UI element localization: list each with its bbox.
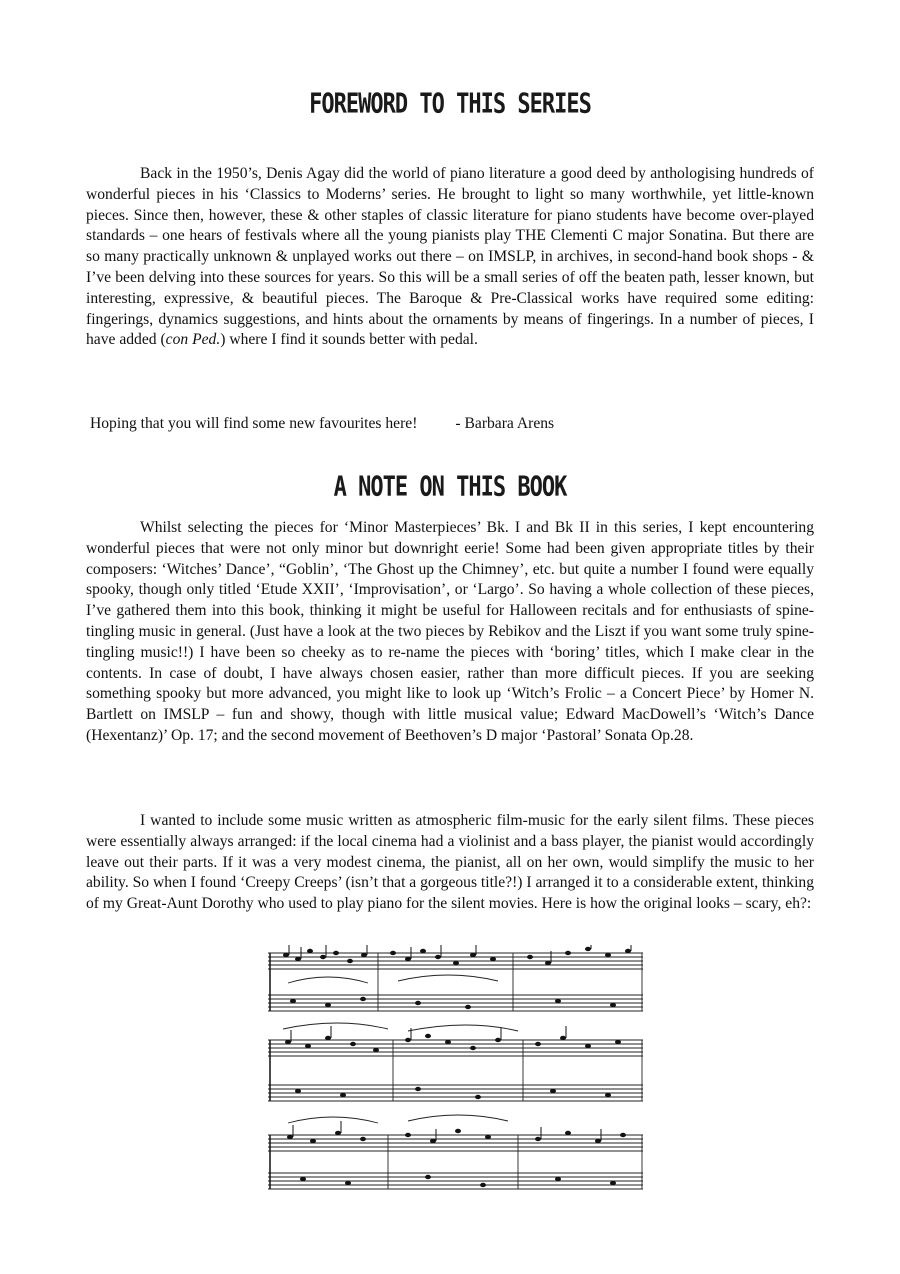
- foreword-paragraph-italic: con Ped.: [165, 331, 221, 349]
- closing-line: [90, 415, 554, 433]
- foreword-heading: FOREWORD TO THIS SERIES: [309, 88, 591, 121]
- note-paragraph-2: I wanted to include some music written as atmospheric film-music for the early silent films. These pieces were essentially always arranged: if the local cinema had a violinist and a bass player, the pianist would accordingly leave out their parts. If it was a very modest cinema, the pianist, all on her own, would simplify the music to her ability. So when I found ‘Creepy Creeps’ (isn’t that a gorgeous title?!) I arranged it to a considerable extent, thinking of my Great-Aunt Dorothy who used to play piano for the silent movies. Here is how the original looks – scary, eh?:: [86, 812, 814, 913]
- closing-text: Hoping that you will find some new favourites here!: [90, 415, 418, 432]
- foreword-paragraph: [86, 164, 814, 351]
- signature: - Barbara Arens: [455, 415, 555, 432]
- note-heading: A NOTE ON THIS BOOK: [333, 471, 567, 504]
- sheet-music-image: [268, 945, 643, 1195]
- foreword-paragraph-start: Back in the 1950’s, Denis Agay did the world of piano literature a good deed by anthologising hundreds of wonderful pieces in his ‘Classics to Moderns’ series. He brought to light so many worthwhile, yet little-known pieces. Since then, however, these & other staples of classic literature for piano students have become over-played standards – one hears of festivals where all the young pianists play THE Clementi C major Sonatina. But there are so many practically unknown & unplayed works out there – on IMSLP, in archives, in second-hand book shops - & I’ve been delving into these sources for years. So this will be a small series of off the beaten path, lesser known, but interesting, expressive, & beautiful pieces. The Baroque & Pre-Classical works have required some editing: fingerings, dynamics suggestions, and hints about the ornaments by means of fingerings. In a number of pieces, I have added (: [86, 165, 814, 349]
- foreword-paragraph-end: ) where I find it sounds better with pedal.: [220, 331, 478, 349]
- note-paragraph-1: Whilst selecting the pieces for ‘Minor Masterpieces’ Bk. I and Bk II in this series, I kept encountering wonderful pieces that were not only minor but downright eerie! Some had been given appropriate titles by their composers: ‘Witches’ Dance’, “Goblin’, ‘The Ghost up the Chimney’, etc. but quite a number I found were equally spooky, though only titled ‘Etude XXII’, ‘Improvisation’, or ‘Largo’. So having a whole collection of these pieces, I’ve gathered them into this book, thinking it might be useful for Halloween recitals and for enthusiasts of spine-tingling music in general. (Just have a look at the two pieces by Rebikov and the Liszt if you want some truly spine-tingling music!!) I have been so cheeky as to re-name the pieces with ‘boring’ titles, which I make clear in the contents. In case of doubt, I have always chosen easier, rather than more difficult pieces. If you are seeking something spooky but more advanced, you might like to look up ‘Witch’s Frolic – a Concert Piece’ by Homer N. Bartlett on IMSLP – fun and showy, though with little musical value; Edward MacDowell’s ‘Witch’s Dance (Hexentanz)’ Op. 17; and the second movement of Beethoven’s D major ‘Pastoral’ Sonata Op.28.: [86, 519, 814, 744]
